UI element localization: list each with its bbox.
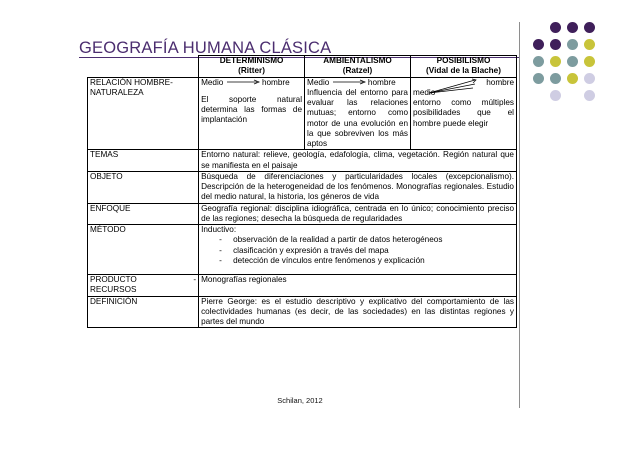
row-text: Pierre George: es el estudio descriptivo y explicativo del comportamiento de las colectividades humanas (es decir, de las sociedades) en las distintas regiones y partes del mundo	[199, 296, 517, 328]
objeto-row	[88, 171, 517, 203]
decorative-dot	[567, 73, 578, 84]
col-author: (Ratzel)	[342, 66, 373, 76]
relacion-posibilismo	[411, 77, 517, 150]
row-label: ENFOQUE	[88, 203, 199, 225]
relation-text: El soporte natural determina las formas de implantación	[201, 94, 303, 125]
decorative-dot	[550, 73, 561, 84]
relacion-determinismo	[199, 77, 305, 150]
metodo-list	[201, 235, 514, 266]
metodo-intro: Inductivo:	[201, 225, 237, 234]
label-recursos: RECURSOS	[90, 285, 137, 295]
enfoque-row	[88, 203, 517, 225]
decorative-dot	[584, 22, 595, 33]
row-text: Monografías regionales	[199, 275, 517, 297]
relation-arrow-line	[201, 78, 302, 88]
decorative-dot	[550, 56, 561, 67]
list-item: - detección de vínculos entre fenómenos y explicación	[233, 256, 514, 266]
vertical-divider	[519, 22, 520, 408]
decorative-dot	[584, 39, 595, 50]
arrow-right-icon	[332, 79, 366, 85]
decorative-dot	[584, 56, 595, 67]
col-ambientalismo	[305, 56, 411, 78]
row-label	[88, 275, 199, 297]
metodo-cell	[199, 225, 517, 275]
list-item: - clasificación y expresión a través del mapa	[233, 246, 514, 256]
col-author: (Ritter)	[238, 66, 265, 76]
row-label: OBJETO	[88, 171, 199, 203]
metodo-row	[88, 225, 517, 275]
decorative-dot	[567, 56, 578, 67]
decorative-dots	[533, 22, 607, 108]
from-label: Medio	[201, 77, 224, 87]
row-text: Geografía regional: disciplina idiográfica, centrada en lo único; conocimiento preciso de las regiones; desecha la búsqueda de regularidades	[199, 203, 517, 225]
decorative-dot	[533, 39, 544, 50]
footer-credit: Schilan, 2012	[277, 396, 323, 405]
decorative-dot	[533, 73, 544, 84]
to-label: hombre	[486, 77, 514, 87]
page-title: GEOGRAFÍA HUMANA CLÁSICA	[79, 39, 332, 57]
decorative-dot	[567, 39, 578, 50]
list-item: - observación de la realidad a partir de datos heterogéneos	[233, 235, 514, 245]
col-author: (Vidal de la Blache)	[426, 66, 501, 76]
row-text: Entorno natural: relieve, geología, edafología, clima, vegetación. Región natural que se manifiesta en el paisaje	[199, 150, 517, 172]
decorative-dot	[584, 90, 595, 101]
relation-text: Influencia del entorno para evaluar las relaciones mutuas; entorno como motor de una evolución en la que sobreviven los más aptos	[307, 87, 408, 148]
to-label: hombre	[261, 77, 290, 87]
label-producto: PRODUCTO	[90, 275, 137, 284]
temas-row	[88, 150, 517, 172]
row-label: MÉTODO	[88, 225, 199, 275]
from-label: medio	[413, 87, 436, 97]
relacion-ambientalismo	[305, 77, 411, 150]
col-determinismo	[199, 56, 305, 78]
relation-text: entorno como múltiples posibilidades que el hombre puede elegir	[413, 98, 514, 128]
row-label: DEFINICIÓN	[88, 296, 199, 328]
multi-arrow-icon	[413, 78, 513, 100]
label-dash: -	[193, 275, 197, 284]
arrow-right-icon	[226, 79, 260, 85]
col-posibilismo	[411, 56, 517, 78]
header-row	[88, 56, 517, 78]
row-label: TEMAS	[88, 150, 199, 172]
row-text: Búsqueda de diferenciaciones y particularidades locales (excepcionalismo). Descripción de la heterogeneidad de los fenómenos. Monografías regionales. Estudio del medio natural, la historia, los géneros de vida	[199, 171, 517, 203]
definicion-row	[88, 296, 517, 328]
decorative-dot	[550, 39, 561, 50]
col-name: AMBIENTALISMO	[323, 56, 392, 65]
from-label: Medio	[307, 77, 330, 87]
decorative-dot	[533, 56, 544, 67]
col-name: DETERMINISMO	[219, 56, 284, 65]
producto-row	[88, 275, 517, 297]
decorative-dot	[584, 73, 595, 84]
relation-arrow-line	[307, 78, 408, 88]
corner-cell	[88, 56, 199, 78]
col-name: POSIBILISMO	[436, 56, 491, 65]
comparison-table	[87, 55, 517, 328]
decorative-dot	[567, 22, 578, 33]
to-label: hombre	[367, 77, 396, 87]
decorative-dot	[550, 22, 561, 33]
decorative-dot	[550, 90, 561, 101]
relacion-row	[88, 77, 517, 150]
row-label: RELACIÓN HOMBRE-NATURALEZA	[88, 77, 199, 150]
